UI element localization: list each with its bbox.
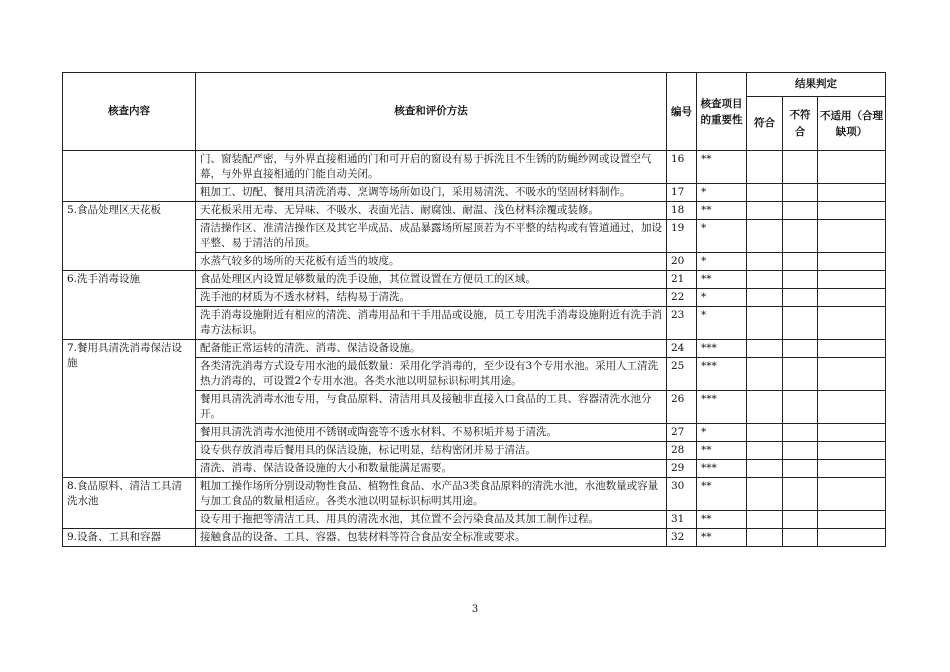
row-na <box>818 151 886 184</box>
row-method: 天花板采用无毒、无异味、不吸水、表面光洁、耐腐蚀、耐温、浅色材料涂覆或装修。 <box>196 202 667 220</box>
row-importance: ** <box>697 442 747 460</box>
row-importance: *** <box>697 340 747 358</box>
row-method: 接触食品的设备、工具、容器、包装材料等符合食品安全标准或要求。 <box>196 529 667 547</box>
row-number: 24 <box>667 340 697 358</box>
row-comply <box>747 529 783 547</box>
row-importance: * <box>697 307 747 340</box>
row-importance: ** <box>697 151 747 184</box>
row-method: 设专供存放消毒后餐用具的保洁设施，标记明显，结构密闭并易于清洁。 <box>196 442 667 460</box>
row-importance: ** <box>697 478 747 511</box>
row-comply <box>747 442 783 460</box>
row-na <box>818 184 886 202</box>
row-na <box>818 307 886 340</box>
header-comply: 符合 <box>747 97 783 151</box>
row-importance: * <box>697 424 747 442</box>
row-noncomply <box>783 442 818 460</box>
row-na <box>818 424 886 442</box>
row-comply <box>747 358 783 391</box>
row-importance: *** <box>697 391 747 424</box>
row-importance: *** <box>697 460 747 478</box>
row-method: 食品处理区内设置足够数量的洗手设施，其位置设置在方便员工的区域。 <box>196 271 667 289</box>
row-noncomply <box>783 424 818 442</box>
header-result: 结果判定 <box>747 73 886 97</box>
page-number: 3 <box>471 604 479 615</box>
row-na <box>818 289 886 307</box>
row-number: 17 <box>667 184 697 202</box>
row-category: 9.设备、工具和容器 <box>63 529 196 547</box>
row-method: 洗手消毒设施附近有相应的清洗、消毒用品和干手用品或设施，员工专用洗手消毒设施附近有洗手消毒方法标识。 <box>196 307 667 340</box>
header-noncomply: 不符合 <box>783 97 818 151</box>
row-comply <box>747 478 783 511</box>
header-number: 编号 <box>667 73 697 151</box>
row-noncomply <box>783 307 818 340</box>
row-number: 32 <box>667 529 697 547</box>
row-number: 29 <box>667 460 697 478</box>
row-number: 28 <box>667 442 697 460</box>
row-number: 21 <box>667 271 697 289</box>
header-method: 核查和评价方法 <box>196 73 667 151</box>
row-noncomply <box>783 289 818 307</box>
row-category: 5.食品处理区天花板 <box>63 202 196 271</box>
row-method: 各类清洗消毒方式设专用水池的最低数量：采用化学消毒的，至少设有3个专用水池。采用人工清洗热力消毒的，可设置2个专用水池。各类水池以明显标识标明其用途。 <box>196 358 667 391</box>
row-na <box>818 202 886 220</box>
row-importance: ** <box>697 511 747 529</box>
row-na <box>818 478 886 511</box>
row-comply <box>747 307 783 340</box>
row-comply <box>747 253 783 271</box>
row-comply <box>747 202 783 220</box>
table-row <box>63 340 886 358</box>
row-noncomply <box>783 151 818 184</box>
row-method: 水蒸气较多的场所的天花板有适当的坡度。 <box>196 253 667 271</box>
row-na <box>818 460 886 478</box>
row-method: 配备能正常运转的清洗、消毒、保洁设备设施。 <box>196 340 667 358</box>
row-category: 6.洗手消毒设施 <box>63 271 196 340</box>
row-category: 8.食品原料、清洁工具清洗水池 <box>63 478 196 529</box>
row-comply <box>747 220 783 253</box>
row-method: 粗加工、切配、餐用具清洗消毒、烹调等场所如设门，采用易清洗、不吸水的坚固材料制作。 <box>196 184 667 202</box>
row-noncomply <box>783 184 818 202</box>
row-na <box>818 253 886 271</box>
row-number: 22 <box>667 289 697 307</box>
table-row <box>63 202 886 220</box>
row-na <box>818 529 886 547</box>
table-row <box>63 529 886 547</box>
table-row <box>63 151 886 184</box>
row-noncomply <box>783 529 818 547</box>
row-noncomply <box>783 511 818 529</box>
row-method: 清洗、消毒、保洁设备设施的大小和数量能满足需要。 <box>196 460 667 478</box>
row-category <box>63 151 196 202</box>
row-na <box>818 391 886 424</box>
row-importance: * <box>697 220 747 253</box>
row-comply <box>747 511 783 529</box>
row-importance: *** <box>697 358 747 391</box>
header-na: 不适用（合理缺项） <box>818 97 886 151</box>
row-noncomply <box>783 271 818 289</box>
row-comply <box>747 424 783 442</box>
row-method: 餐用具清洗消毒水池使用不锈钢或陶瓷等不透水材料、不易积垢并易于清洗。 <box>196 424 667 442</box>
row-noncomply <box>783 202 818 220</box>
row-comply <box>747 460 783 478</box>
row-number: 18 <box>667 202 697 220</box>
row-category: 7.餐用具清洗消毒保洁设施 <box>63 340 196 478</box>
row-comply <box>747 289 783 307</box>
row-comply <box>747 340 783 358</box>
row-noncomply <box>783 253 818 271</box>
row-number: 27 <box>667 424 697 442</box>
row-noncomply <box>783 460 818 478</box>
row-noncomply <box>783 358 818 391</box>
row-na <box>818 340 886 358</box>
row-number: 31 <box>667 511 697 529</box>
row-number: 30 <box>667 478 697 511</box>
table-row <box>63 271 886 289</box>
row-comply <box>747 151 783 184</box>
row-method: 设专用于拖把等清洁工具、用具的清洗水池，其位置不会污染食品及其加工制作过程。 <box>196 511 667 529</box>
row-na <box>818 358 886 391</box>
row-importance: * <box>697 253 747 271</box>
row-method: 门、窗装配严密，与外界直接相通的门和可开启的窗设有易于拆洗且不生锈的防蝇纱网或设置空气幕，与外界直接相通的门能自动关闭。 <box>196 151 667 184</box>
table-body <box>63 151 886 547</box>
row-na <box>818 511 886 529</box>
row-number: 25 <box>667 358 697 391</box>
row-noncomply <box>783 478 818 511</box>
row-na <box>818 271 886 289</box>
row-comply <box>747 184 783 202</box>
row-importance: ** <box>697 529 747 547</box>
row-importance: * <box>697 289 747 307</box>
row-number: 19 <box>667 220 697 253</box>
row-noncomply <box>783 391 818 424</box>
header-importance: 核查项目的重要性 <box>697 73 747 151</box>
row-number: 26 <box>667 391 697 424</box>
table-row <box>63 478 886 511</box>
row-noncomply <box>783 340 818 358</box>
row-comply <box>747 271 783 289</box>
row-method: 餐用具清洗消毒水池专用，与食品原料、清洁用具及接触非直接入口食品的工具、容器清洗水池分开。 <box>196 391 667 424</box>
row-number: 23 <box>667 307 697 340</box>
row-na <box>818 220 886 253</box>
row-importance: ** <box>697 271 747 289</box>
row-importance: ** <box>697 202 747 220</box>
row-number: 16 <box>667 151 697 184</box>
row-noncomply <box>783 220 818 253</box>
row-comply <box>747 391 783 424</box>
header-content: 核查内容 <box>63 73 196 151</box>
row-importance: * <box>697 184 747 202</box>
row-number: 20 <box>667 253 697 271</box>
inspection-table <box>62 72 886 547</box>
row-na <box>818 442 886 460</box>
row-method: 粗加工操作场所分别设动物性食品、植物性食品、水产品3类食品原料的清洗水池，水池数量或容量与加工食品的数量相适应。各类水池以明显标识标明其用途。 <box>196 478 667 511</box>
row-method: 洗手池的材质为不透水材料，结构易于清洗。 <box>196 289 667 307</box>
row-method: 清洁操作区、准清洁操作区及其它半成品、成品暴露场所屋顶若为不平整的结构或有管道通过，加设平整、易于清洁的吊顶。 <box>196 220 667 253</box>
